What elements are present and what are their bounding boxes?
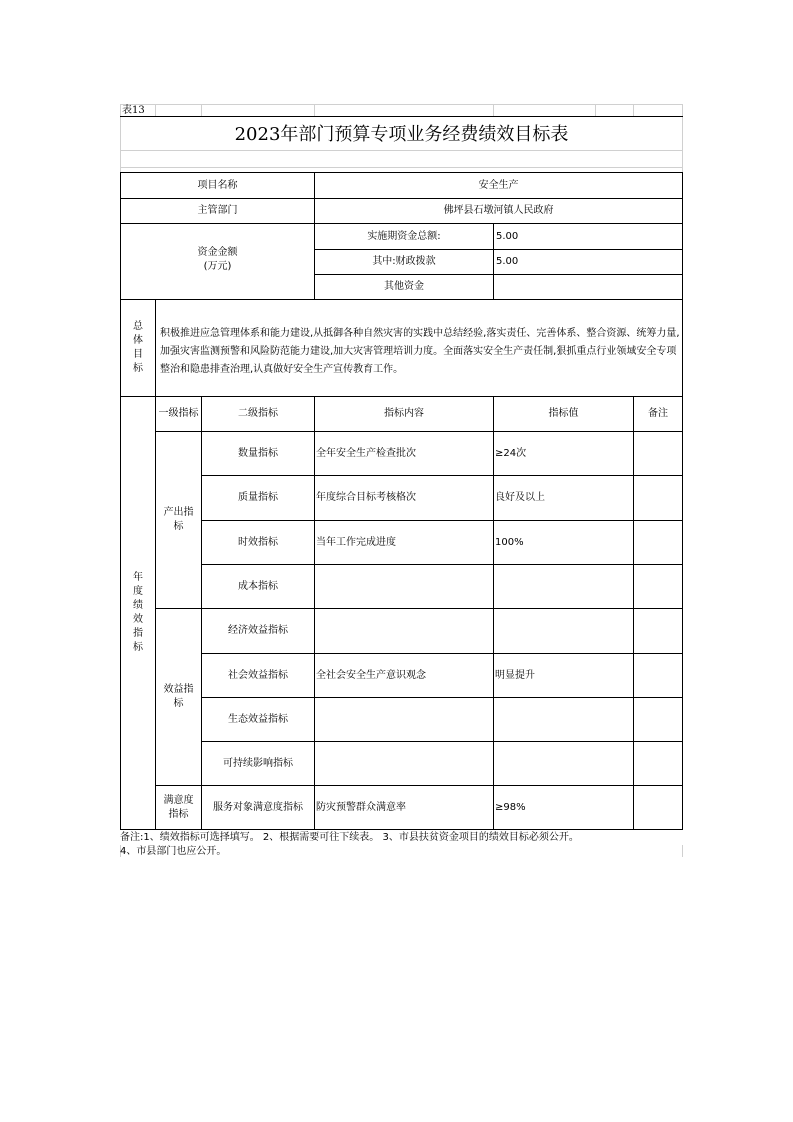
- row-value: 100%: [495, 536, 524, 548]
- row-content: [316, 698, 492, 741]
- funds-fiscal-label: 其中:财政拨款: [372, 256, 436, 267]
- funds-total-value: 5.00: [496, 230, 519, 242]
- funds-label-text: 资金金额: [197, 247, 238, 258]
- row-level2: 数量指标: [238, 447, 278, 459]
- department-value: 佛坪县石墩河镇人民政府: [443, 205, 554, 216]
- row-content: [316, 609, 492, 653]
- row-content: 全社会安全生产意识观念: [316, 669, 426, 681]
- overall-goal-text: 积极推进应急管理体系和能力建设,从抵御各种自然灾害的实践中总结经验,落实责任、完善体系、整合资源、统筹力量,加强灾害监测预警和风险防范能力建设,加大灾害管理培训力度。全面落实安全生产责任制,狠抓重点行业领域安全专项整治和隐患排查治理,认真做好安全生产宣传教育工作。: [160, 328, 680, 375]
- gridline: [314, 104, 315, 116]
- row-value: [495, 698, 632, 741]
- row-level2: 成本指标: [238, 580, 278, 592]
- row-value: ≥24次: [495, 447, 527, 459]
- group-output-label: 产出指标: [163, 507, 194, 532]
- gridline: [201, 104, 202, 116]
- row-level2: 经济效益指标: [228, 625, 288, 636]
- group-satisfaction-cell: [156, 786, 201, 829]
- funds-other-value: [496, 275, 676, 299]
- table-border: [682, 172, 683, 830]
- row-value: ≥98%: [495, 801, 526, 813]
- col-rule: [493, 223, 494, 299]
- row-level2: 可持续影响指标: [223, 757, 293, 769]
- col-rule: [155, 299, 156, 396]
- gridline: [155, 104, 156, 116]
- header-level2: 二级指标: [238, 408, 278, 419]
- row-level2: 生态效益指标: [228, 713, 288, 725]
- row-level2: 社会效益指标: [228, 669, 288, 681]
- sheet-tag: 表13: [122, 105, 145, 116]
- row-level2: 时效指标: [238, 536, 278, 548]
- overall-goal-label: 总体目标: [133, 321, 143, 374]
- header-level1: 一级指标: [158, 408, 199, 419]
- row-content: 年度综合目标考核格次: [316, 492, 416, 503]
- row-value: [495, 565, 632, 608]
- header-content: 指标内容: [384, 408, 424, 419]
- row-value: [495, 609, 632, 653]
- gridline: [493, 104, 494, 116]
- col-rule: [493, 396, 494, 829]
- row-level2: 质量指标: [238, 492, 278, 503]
- group-output-cell: [156, 432, 201, 608]
- footnote-line-2: 4、市县部门也应公开。: [120, 846, 227, 857]
- row-value: 良好及以上: [495, 492, 545, 503]
- row-level2: 服务对象满意度指标: [213, 801, 303, 813]
- row-content: [316, 565, 492, 608]
- col-rule: [314, 396, 315, 829]
- department-label: 主管部门: [197, 205, 238, 216]
- col-rule: [633, 396, 634, 829]
- annual-indicators-label: 年度绩效指标: [133, 572, 143, 653]
- group-satisfaction-label: 满意度指标: [163, 794, 194, 820]
- table-border: [120, 829, 683, 830]
- row-content: 全年安全生产检查批次: [316, 447, 416, 459]
- gridline: [633, 104, 634, 116]
- gridline: [120, 167, 683, 168]
- row-rule: [120, 299, 683, 300]
- gridline: [120, 150, 683, 151]
- project-name-label: 项目名称: [197, 179, 238, 191]
- gridline: [595, 104, 596, 116]
- row-value: [495, 742, 632, 785]
- row-content: [316, 742, 492, 785]
- row-value: 明显提升: [495, 669, 535, 681]
- gridline: [682, 845, 683, 857]
- row-content: 当年工作完成进度: [316, 536, 396, 548]
- row-content: 防灾预警群众满意率: [316, 801, 406, 813]
- project-name-value: 安全生产: [478, 179, 519, 191]
- funds-label: [121, 240, 314, 280]
- overall-goal-label-cell: [121, 300, 155, 396]
- gridline: [120, 104, 683, 105]
- funds-unit: (万元): [203, 261, 232, 272]
- header-remark: 备注: [648, 408, 668, 419]
- group-benefit-label: 效益指标: [163, 684, 194, 709]
- funds-fiscal-value: 5.00: [496, 256, 519, 267]
- header-value: 指标值: [548, 408, 579, 419]
- group-benefit-cell: [156, 609, 201, 785]
- page-title: 2023年部门预算专项业务经费绩效目标表: [234, 124, 569, 145]
- funds-total-label: 实施期资金总额:: [367, 230, 441, 242]
- annual-indicators-label-cell: [121, 397, 155, 829]
- footnote-line-1: 备注:1、绩效指标可选择填写。 2、根据需要可往下续表。 3、市县扶贫资金项目的绩效目标必须公开。: [120, 832, 579, 843]
- funds-other-label: 其他资金: [384, 281, 424, 292]
